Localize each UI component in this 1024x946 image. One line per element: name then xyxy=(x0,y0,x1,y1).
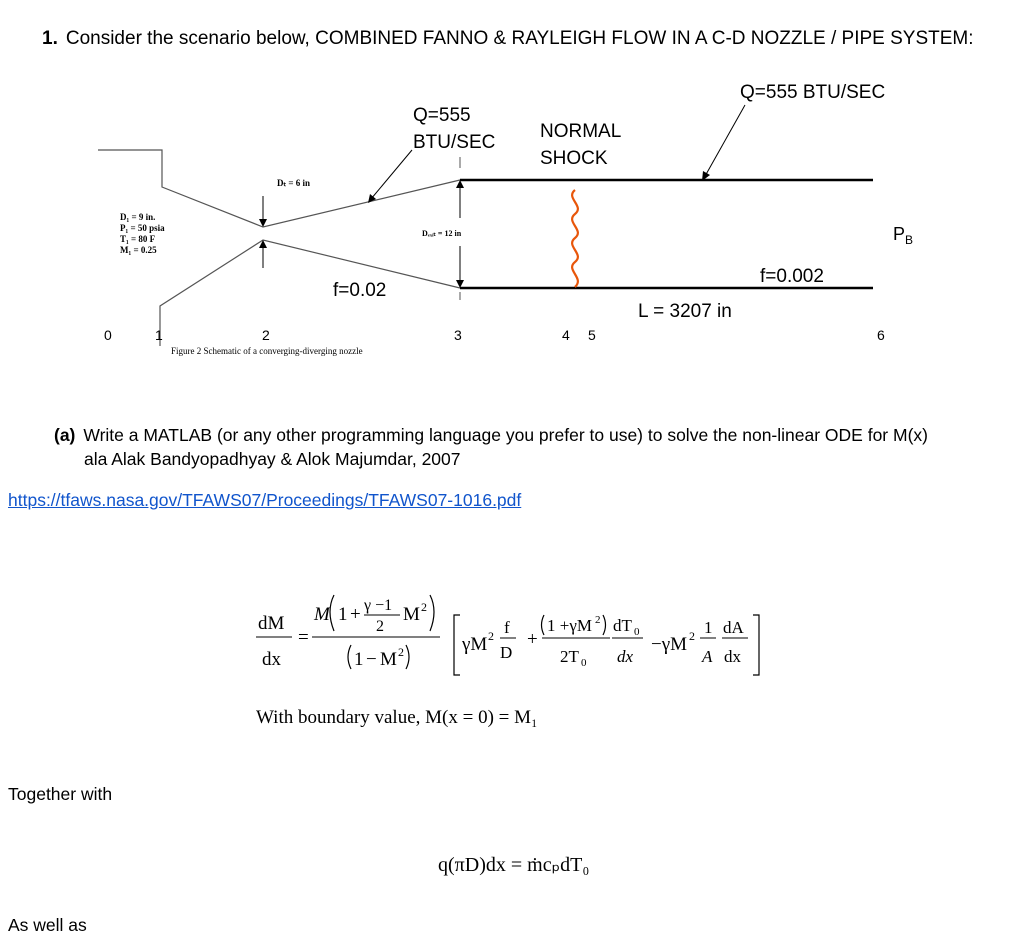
svg-text:M: M xyxy=(380,649,397,670)
svg-text:−γM: −γM xyxy=(651,634,688,655)
svg-text:M: M xyxy=(314,604,330,625)
nozzle-lower-wall xyxy=(160,240,460,346)
station-label: 4 xyxy=(562,327,570,343)
svg-text:γ −1: γ −1 xyxy=(364,597,393,614)
station-label: 2 xyxy=(262,327,270,343)
svg-text:2T: 2T xyxy=(560,647,579,666)
station-label: 1 xyxy=(155,327,163,343)
svg-text:2: 2 xyxy=(488,629,494,643)
svg-text:+: + xyxy=(350,604,361,625)
svg-text:dx: dx xyxy=(724,647,741,666)
svg-text:dA: dA xyxy=(723,618,744,637)
q-pipe-label: Q=555 BTU/SEC xyxy=(740,82,886,103)
energy-equation: q(πD)dx = ṁcₚdT₀ xyxy=(438,854,590,876)
svg-text:=: = xyxy=(298,627,309,648)
f-pipe-label: f=0.002 xyxy=(760,266,824,287)
part-a-line1: Write a MATLAB (or any other programming language you prefer to use) to solve the non-linear ODE for M(x) xyxy=(83,425,928,445)
shock-label-1: NORMAL xyxy=(540,121,622,142)
inlet-m-label: M₁ = 0.25 xyxy=(120,245,157,255)
dm-numerator: dM xyxy=(258,613,285,634)
part-a xyxy=(54,423,928,469)
svg-text:2: 2 xyxy=(595,614,601,626)
question-number: 1. xyxy=(42,28,58,49)
together-with-text: Together with xyxy=(8,784,113,804)
station-label: 5 xyxy=(588,327,596,343)
svg-text:2: 2 xyxy=(689,629,695,643)
part-a-line2: ala Alak Bandyopadhyay & Alok Majumdar, 2007 xyxy=(84,449,461,469)
length-label: L = 3207 in xyxy=(638,301,732,322)
q-nozzle-label-1: Q=555 xyxy=(413,105,471,126)
svg-text:1: 1 xyxy=(354,649,364,670)
boundary-value-text: With boundary value, M(x = 0) = M₁ xyxy=(256,707,538,728)
normal-shock-wave xyxy=(572,190,578,287)
ode-equation xyxy=(250,583,790,688)
q-nozzle-label-2: BTU/SEC xyxy=(413,132,496,153)
svg-text:M: M xyxy=(403,604,420,625)
station-labels xyxy=(104,327,885,343)
as-well-as-text: As well as xyxy=(8,915,87,935)
dx-denominator: dx xyxy=(262,649,281,670)
inlet-t-label: T₁ = 80 F xyxy=(120,234,156,244)
svg-text:A: A xyxy=(702,647,713,666)
f-nozzle-label: f=0.02 xyxy=(333,280,387,301)
figure-caption: Figure 2 Schematic of a converging-diverging nozzle xyxy=(171,346,363,356)
reference-link[interactable]: https://tfaws.nasa.gov/TFAWS07/Proceedings/TFAWS07-1016.pdf xyxy=(8,490,522,510)
station-label: 0 xyxy=(104,327,112,343)
svg-text:+: + xyxy=(527,629,538,650)
exit-d-label: Dₑₓᵢₜ = 12 in xyxy=(422,229,462,238)
svg-text:2: 2 xyxy=(398,645,404,659)
svg-text:1: 1 xyxy=(704,618,713,637)
inlet-p-label: P₁ = 50 psia xyxy=(120,223,165,233)
throat-label: Dₜ = 6 in xyxy=(277,178,311,188)
station-label: 6 xyxy=(877,327,885,343)
svg-text:1 +γM: 1 +γM xyxy=(547,616,592,635)
q-pipe-pointer xyxy=(704,105,745,178)
svg-text:2: 2 xyxy=(376,618,384,635)
svg-text:0: 0 xyxy=(634,626,640,638)
svg-text:1: 1 xyxy=(338,604,348,625)
back-pressure-label: $P_B$ xyxy=(893,224,914,247)
svg-text:dT: dT xyxy=(613,616,632,635)
q-nozzle-arrowhead xyxy=(368,194,376,203)
shock-label-2: SHOCK xyxy=(540,148,608,169)
station-label: 3 xyxy=(454,327,462,343)
svg-text:−: − xyxy=(366,649,377,670)
svg-text:2: 2 xyxy=(421,600,427,614)
svg-text:0: 0 xyxy=(581,657,587,669)
inlet-d-label: D₁ = 9 in. xyxy=(120,212,156,222)
nozzle-diagram xyxy=(0,0,1024,380)
question-text: Consider the scenario below, COMBINED FANNO & RAYLEIGH FLOW IN A C-D NOZZLE / PIPE SYSTEM: xyxy=(65,28,974,49)
svg-text:D: D xyxy=(500,643,513,662)
part-a-label: (a) xyxy=(54,425,76,445)
svg-text:f: f xyxy=(504,618,510,637)
q-nozzle-pointer xyxy=(371,150,412,199)
svg-text:dx: dx xyxy=(617,647,634,666)
svg-text:γM: γM xyxy=(462,634,488,655)
